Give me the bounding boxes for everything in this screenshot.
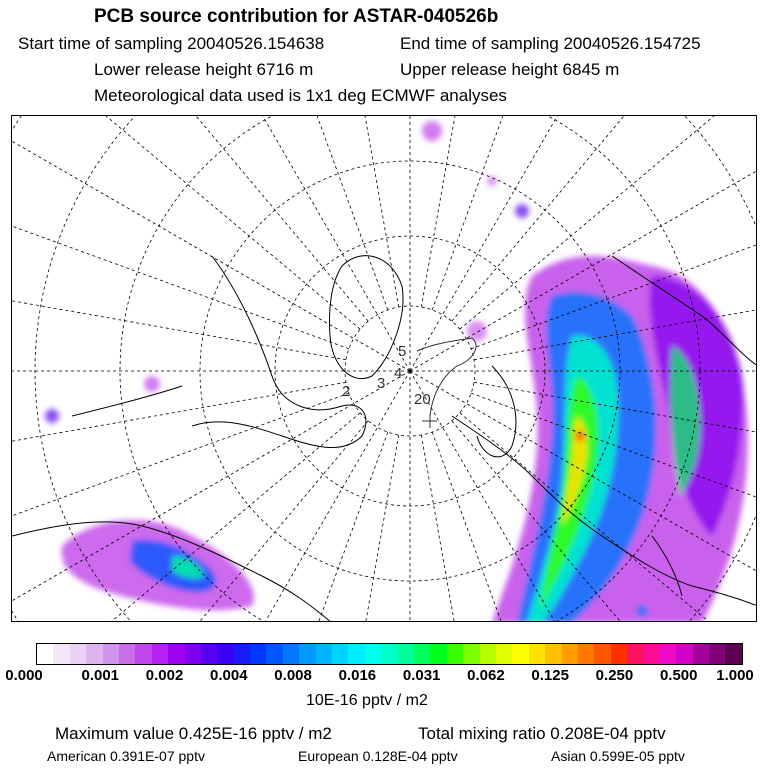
meridian-line: [12, 116, 368, 321]
color-scale-bar: [36, 643, 743, 665]
color-scale-tick-label: 0.004: [210, 667, 248, 684]
max-value-label: Maximum value 0.425E-16 pptv / m2: [55, 724, 332, 743]
color-scale-cell: [414, 644, 430, 664]
color-scale-cell: [119, 644, 135, 664]
coast-scandinavia: [477, 366, 516, 457]
page-title: PCB source contribution for ASTAR-040526b: [94, 6, 499, 27]
color-scale-cell: [676, 644, 692, 664]
plume-speck: [45, 409, 59, 423]
meridian-line: [12, 116, 410, 371]
meridian-line: [288, 116, 398, 307]
color-scale-cell: [103, 644, 119, 664]
color-scale-cell: [217, 644, 233, 664]
coast-greenland: [330, 256, 403, 379]
color-scale-cell: [348, 644, 364, 664]
color-scale-cell: [725, 644, 741, 664]
color-scale-cell: [578, 644, 594, 664]
color-scale-cell: [135, 644, 151, 664]
scale-unit-label: 10E-16 pptv / m2: [306, 692, 428, 709]
color-scale-tick-label: 0.008: [274, 667, 312, 684]
meridian-line: [60, 116, 410, 371]
color-scale-tick-label: 0.001: [81, 667, 120, 684]
color-scale-tick-label: 0.500: [659, 667, 698, 684]
color-scale-cell: [365, 644, 381, 664]
upper-height-label: Upper release height 6845 m: [400, 60, 620, 79]
total-mixing-label: Total mixing ratio 0.208E-04 pptv: [418, 724, 666, 743]
meridian-line: [12, 382, 346, 492]
color-scale-tick-label: 0.000: [5, 667, 43, 684]
color-scale-cell: [37, 644, 53, 664]
color-scale-cell: [70, 644, 86, 664]
color-scale-cell: [709, 644, 725, 664]
plume-speck: [422, 121, 442, 141]
color-scale-ticks: [0, 667, 768, 687]
start-time-label: Start time of sampling 20040526.154638: [18, 34, 325, 53]
color-scale-cell: [152, 644, 168, 664]
american-contribution: American 0.391E-07 pptv: [47, 748, 205, 764]
color-scale-cell: [643, 644, 659, 664]
color-scale-cell: [299, 644, 315, 664]
color-scale-cell: [185, 644, 201, 664]
plume-speck: [144, 376, 160, 392]
trajectory-marker: 3: [377, 375, 386, 392]
plume-speck: [515, 204, 529, 218]
color-scale-cell: [447, 644, 463, 664]
color-scale-cell: [332, 644, 348, 664]
color-scale-cell: [496, 644, 512, 664]
color-scale-cell: [86, 644, 102, 664]
color-scale-cell: [250, 644, 266, 664]
trajectory-marker: 2: [342, 383, 351, 400]
color-scale-cell: [529, 644, 545, 664]
color-scale-tick-label: 0.125: [531, 667, 569, 684]
lower-height-label: Lower release height 6716 m: [94, 60, 314, 79]
color-scale-tick-label: 1.000: [716, 667, 754, 684]
color-scale-cell: [562, 644, 578, 664]
meridian-line: [421, 116, 531, 307]
meridian-line: [288, 435, 398, 622]
trajectory-marker: 4: [394, 365, 403, 382]
color-scale-cell: [381, 644, 397, 664]
color-scale-cell: [480, 644, 496, 664]
color-scale-cell: [316, 644, 332, 664]
color-scale-tick-label: 0.031: [402, 667, 441, 684]
color-scale-cell: [398, 644, 414, 664]
color-scale-tick-label: 0.016: [338, 667, 377, 684]
color-scale-cell: [283, 644, 299, 664]
meridian-line: [12, 132, 349, 349]
color-scale-cell: [201, 644, 217, 664]
asian-contribution: Asian 0.599E-05 pptv: [551, 748, 685, 764]
color-scale-tick-label: 0.002: [145, 667, 184, 684]
plume-speck: [487, 176, 497, 186]
color-scale-cell: [627, 644, 643, 664]
plume-speck: [636, 605, 648, 617]
color-scale-cell: [266, 644, 282, 664]
color-scale-cell: [594, 644, 610, 664]
trajectory-marker: 20: [414, 391, 431, 408]
color-scale-cell: [611, 644, 627, 664]
meridian-line: [12, 116, 360, 329]
met-data-label: Meteorological data used is 1x1 deg ECMWF analyses: [94, 86, 507, 105]
color-scale-cell: [53, 644, 69, 664]
trajectory-marker: 5: [398, 343, 407, 360]
european-contribution: European 0.128E-04 pptv: [298, 748, 458, 764]
meridian-line: [12, 249, 346, 359]
map-canvas: [12, 116, 757, 622]
color-scale-tick-label: 0.062: [467, 667, 505, 684]
end-time-label: End time of sampling 20040526.154725: [400, 34, 701, 53]
color-scale-cell: [693, 644, 709, 664]
trajectory-path: [417, 338, 476, 428]
coast-alaska: [72, 386, 182, 416]
color-scale-cell: [234, 644, 250, 664]
color-scale-cell: [463, 644, 479, 664]
color-scale-cell: [545, 644, 561, 664]
color-scale-cell: [660, 644, 676, 664]
color-scale-cell: [168, 644, 184, 664]
color-scale-tick-label: 0.250: [595, 667, 634, 684]
color-scale-cell: [430, 644, 446, 664]
color-scale-cell: [512, 644, 528, 664]
polar-map: [11, 115, 757, 622]
meridian-line: [171, 116, 388, 310]
